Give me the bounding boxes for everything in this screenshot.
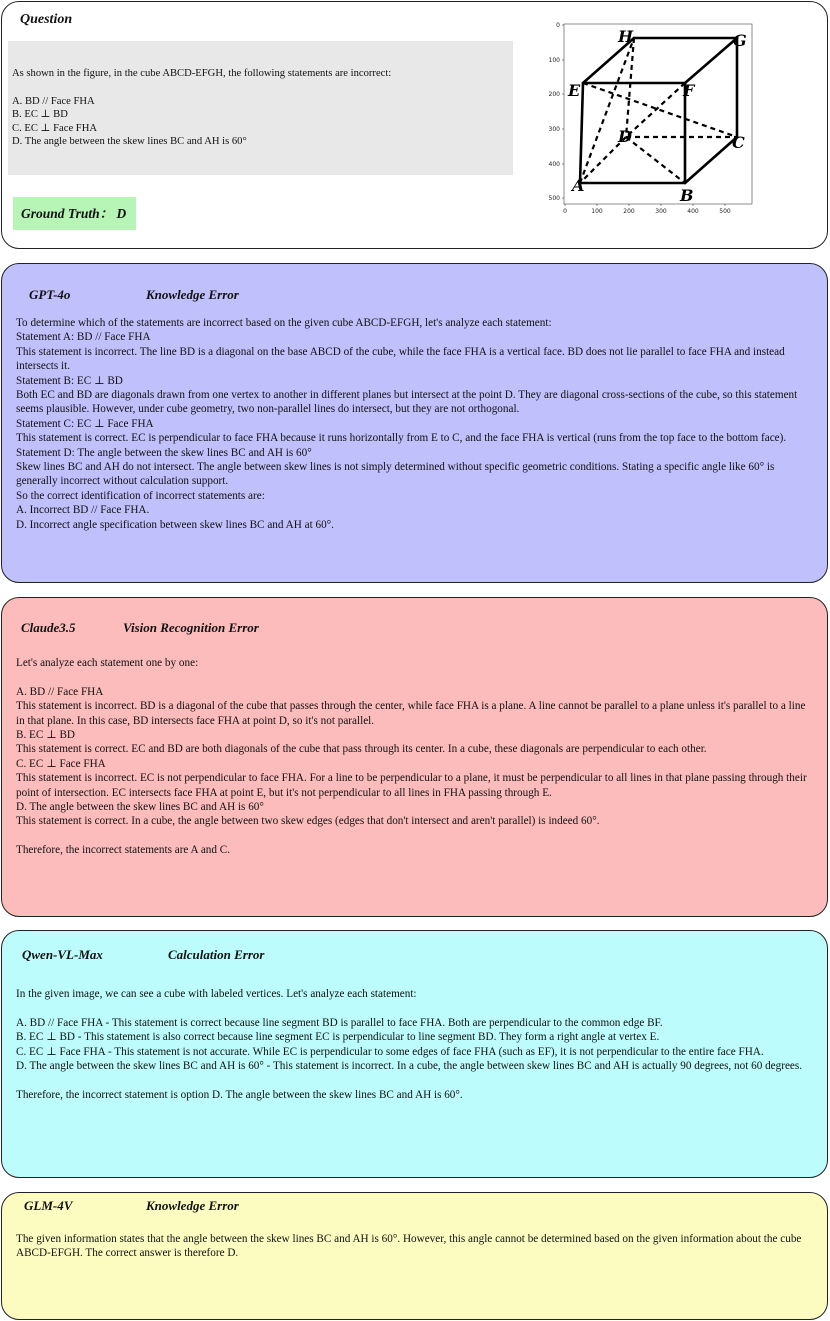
vertex-label: E xyxy=(568,81,581,100)
response-line: A. Incorrect BD // Face FHA. xyxy=(16,504,150,517)
glm-response-card xyxy=(1,1192,828,1320)
cube-figure xyxy=(542,16,762,218)
response-body xyxy=(16,1232,807,1261)
qwen-response-card xyxy=(1,930,828,1178)
option-b: B. EC ⊥ BD xyxy=(12,109,68,121)
x-tick: 200 xyxy=(623,208,635,215)
response-line: B. EC ⊥ BD xyxy=(16,729,76,742)
y-tick: 200 xyxy=(548,91,560,98)
x-tick: 500 xyxy=(719,208,731,215)
question-card xyxy=(1,1,828,249)
response-line: To determine which of the statements are incorrect based on the given cube ABCD-EFGH, let's analyze each statement: xyxy=(16,317,552,329)
y-tick: 100 xyxy=(548,57,560,64)
y-tick: 500 xyxy=(548,195,560,202)
response-line: A. BD // Face FHA - This statement is correct because line segment BD is parallel to face FHA. Both are perpendicular to the common edge BF. xyxy=(16,1016,663,1029)
response-line: Skew lines BC and AH do not intersect. The angle between skew lines is not simply determined without specific geometric conditions. Stating a specific angle like 60° is generally incorrect without calculation support. xyxy=(16,461,775,488)
response-line: Statement B: EC ⊥ BD xyxy=(16,374,123,387)
response-line: So the correct identification of incorrect statements are: xyxy=(16,489,265,502)
response-line: This statement is incorrect. The line BD is a diagonal on the base ABCD of the cube, while the face FHA is a vertical face. BD does not lie parallel to face FHA and instead intersects it. xyxy=(16,345,785,373)
claude-response-card xyxy=(1,597,828,917)
error-type: Calculation Error xyxy=(168,947,265,962)
response-line: A. BD // Face FHA xyxy=(16,685,104,698)
response-line: C. EC ⊥ Face FHA - This statement is not accurate. While EC is perpendicular to some edges of face FHA (such as EF), it is not perpendicular to the entire face FHA. xyxy=(16,1045,764,1058)
error-type: Knowledge Error xyxy=(146,1198,239,1213)
response-body xyxy=(16,656,807,858)
response-line: B. EC ⊥ BD - This statement is also correct because line segment EC is perpendicular to line segment BD. They form a right angle at vertex E. xyxy=(16,1031,660,1044)
option-a: A. BD // Face FHA xyxy=(12,95,95,107)
response-line: Statement D: The angle between the skew lines BC and AH is 60° xyxy=(16,446,312,459)
response-line: This statement is correct. EC is perpendicular to face FHA because it runs horizontally from E to C, and the face FHA is vertical (runs from the top face to the bottom face). xyxy=(16,432,787,445)
model-name: GLM-4V xyxy=(24,1198,73,1213)
vertex-label: G xyxy=(733,31,747,50)
response-body xyxy=(16,987,807,1102)
response-line: Therefore, the incorrect statement is option D. The angle between the skew lines BC and AH is 60°. xyxy=(16,1088,463,1101)
gpt4o-response-card xyxy=(1,263,828,583)
x-tick: 100 xyxy=(591,208,603,215)
response-line: Let's analyze each statement one by one: xyxy=(16,657,199,669)
response-line: Both EC and BD are diagonals drawn from one vertex to another in different planes but intersect at the point D. They are diagonal cross-sections of the cube, so this statement seems plausible. However, under cube geometry, two non-parallel lines do intersect, but they are not orthogonal. xyxy=(16,389,798,416)
error-type: Vision Recognition Error xyxy=(123,620,259,635)
response-line: Therefore, the incorrect statements are A and C. xyxy=(16,844,231,857)
response-line: This statement is correct. In a cube, the angle between two skew edges (edges that don't intersect and aren't parallel) is indeed 60°. xyxy=(16,815,600,828)
response-line: D. Incorrect angle specification between skew lines BC and AH at 60°. xyxy=(16,518,334,531)
option-d: D. The angle between the skew lines BC and AH is 60° xyxy=(12,136,247,148)
vertex-label: H xyxy=(618,27,634,46)
error-type: Knowledge Error xyxy=(146,287,239,302)
vertex-label: C xyxy=(732,133,745,152)
response-line: This statement is incorrect. EC is not perpendicular to face FHA. For a line to be perpendicular to a plane, it must be perpendicular to all lines in that plane passing through their point of intersection. EC intersects face FHA at point E, but it's not perpendicular to all lines in FHA passing through E. xyxy=(16,772,807,799)
ground-truth-badge: Ground Truth： D xyxy=(13,197,136,230)
vertex-label: A xyxy=(572,176,585,195)
response-line: D. The angle between the skew lines BC and AH is 60° - This statement is incorrect. In a cube, the angle between skew lines BC and AH is actually 90 degrees, not 60 degrees. xyxy=(16,1060,803,1073)
x-tick: 300 xyxy=(655,208,667,215)
response-line: The given information states that the angle between the skew lines BC and AH is 60°. However, this angle cannot be determined based on the given information about the cube ABCD-EFGH. The correct answer is therefore D. xyxy=(16,1233,802,1260)
model-name: Claude3.5 xyxy=(21,620,76,635)
response-line: This statement is correct. EC and BD are both diagonals of the cube that pass through its center. In a cube, these diagonals are perpendicular to each other. xyxy=(16,743,707,756)
response-line: This statement is incorrect. BD is a diagonal of the cube that passes through the center, while face FHA is a plane. A line cannot be parallel to a plane unless it's parallel to a line in that plane. In this case, BD intersects face FHA at point D, so it's not parallel. xyxy=(16,700,806,727)
x-tick: 400 xyxy=(687,208,699,215)
vertex-label: B xyxy=(680,186,694,205)
y-tick: 400 xyxy=(548,161,560,168)
vertex-label: F xyxy=(683,81,695,100)
question-box xyxy=(8,41,513,175)
x-tick: 0 xyxy=(563,208,567,215)
model-name: GPT-4o xyxy=(29,287,71,302)
vertex-label: D xyxy=(618,127,632,146)
question-stem: As shown in the figure, in the cube ABCD-EFGH, the following statements are incorrect: xyxy=(12,68,392,79)
response-line: C. EC ⊥ Face FHA xyxy=(16,757,106,770)
option-c: C. EC ⊥ Face FHA xyxy=(12,122,97,134)
response-line: Statement A: BD // Face FHA xyxy=(16,331,151,344)
response-line: In the given image, we can see a cube with labeled vertices. Let's analyze each statement: xyxy=(16,988,417,1000)
question-title: Question xyxy=(20,12,73,27)
y-tick: 300 xyxy=(548,126,560,133)
model-name: Qwen-VL-Max xyxy=(22,947,103,962)
response-line: Statement C: EC ⊥ Face FHA xyxy=(16,417,154,430)
response-body xyxy=(16,316,807,532)
response-line: D. The angle between the skew lines BC and AH is 60° xyxy=(16,801,264,814)
y-tick: 0 xyxy=(556,22,560,29)
